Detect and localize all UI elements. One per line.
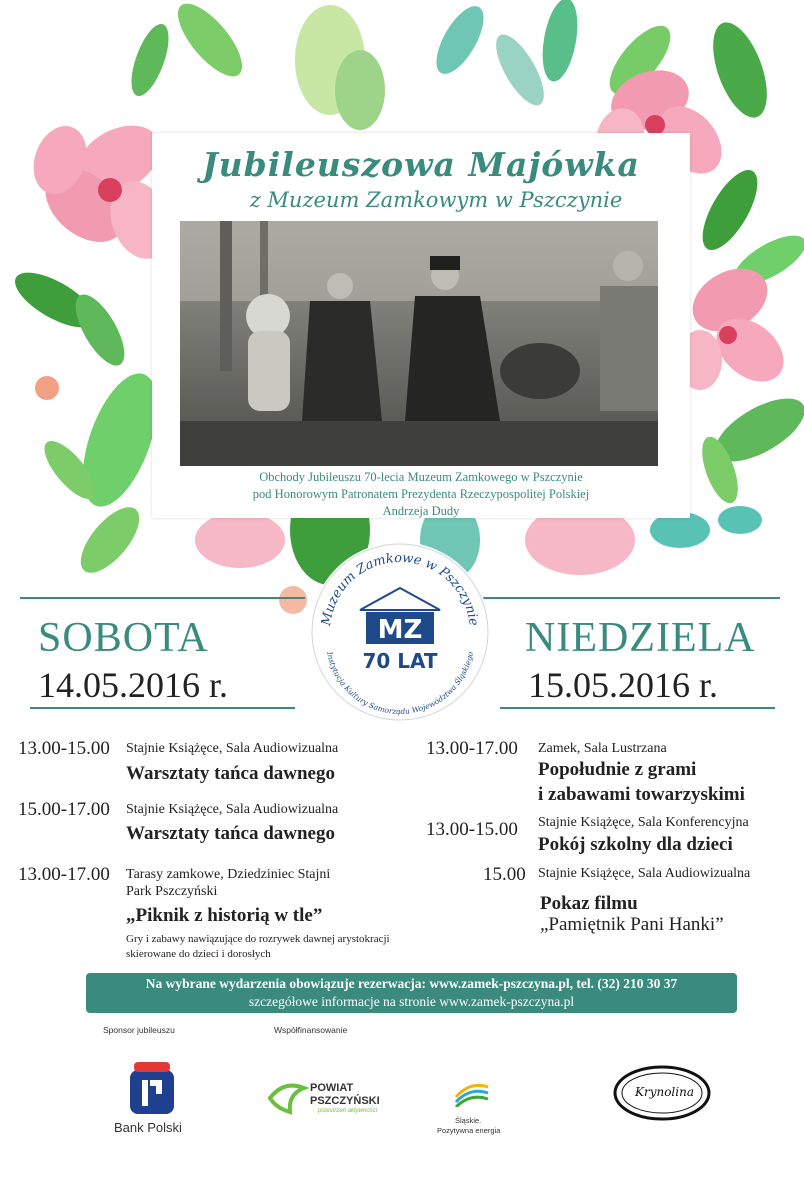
event-time: 15.00-17.00	[18, 799, 110, 820]
event-title: „Piknik z historią w tle”	[126, 905, 323, 926]
info-line: Na wybrane wydarzenia obowiązuje rezerwacja: www.zamek-pszczyna.pl, tel. (32) 210 30 37	[145, 976, 678, 991]
event-time: 13.00-17.00	[18, 864, 110, 885]
pko-label: Bank Polski	[114, 1120, 182, 1135]
title-card	[152, 133, 690, 518]
event-note: Gry i zabawy nawiązujące do rozrywek dawnej arystokracji	[126, 933, 390, 945]
caption-line: pod Honorowym Patronatem Prezydenta Rzeczypospolitej Polskiej	[252, 487, 590, 501]
sponsor-label: Sponsor jubileuszu	[103, 1025, 175, 1035]
event-venue: Stajnie Książęce, Sala Konferencyjna	[538, 815, 749, 830]
event-title: Warsztaty tańca dawnego	[126, 823, 335, 844]
event-venue: Stajnie Książęce, Sala Audiowizualna	[126, 802, 339, 817]
event-title: i zabawami towarzyskimi	[538, 784, 745, 805]
event-venue: Park Pszczyński	[126, 884, 218, 899]
powiat-tagline: przestrzeń aktywności	[318, 1108, 378, 1114]
event-time: 13.00-17.00	[426, 738, 518, 759]
page-subtitle: z Muzeum Zamkowym w Pszczynie	[249, 188, 623, 212]
event-time: 13.00-15.00	[426, 819, 518, 840]
event-subtitle: „Pamiętnik Pani Hanki”	[540, 914, 724, 935]
slaskie-line1: Śląskie.	[455, 1116, 482, 1125]
saturday-title: SOBOTA	[38, 615, 209, 661]
event-title: Warsztaty tańca dawnego	[126, 763, 335, 784]
pko-logo-icon	[130, 1062, 174, 1114]
powiat-line2: PSZCZYŃSKI	[310, 1095, 380, 1107]
page-title: Jubileuszowa Majówka	[202, 145, 640, 184]
caption-line: Obchody Jubileuszu 70-lecia Muzeum Zamkowego w Pszczynie	[259, 470, 583, 484]
saturday-date: 14.05.2016 r.	[38, 665, 229, 705]
event-venue: Stajnie Książęce, Sala Audiowizualna	[126, 741, 339, 756]
event-venue: Stajnie Książęce, Sala Audiowizualna	[538, 866, 751, 881]
event-title: Popołudnie z grami	[538, 759, 697, 780]
badge-years: 70 LAT	[362, 649, 438, 673]
cofinance-label: Współfinansowanie	[274, 1025, 348, 1035]
event-time: 13.00-15.00	[18, 738, 110, 759]
event-venue: Zamek, Sala Lustrzana	[538, 741, 667, 756]
event-title: Pokaz filmu	[540, 893, 638, 914]
event-time: 15.00	[483, 864, 526, 885]
flower-icon	[678, 256, 796, 395]
powiat-line1: POWIAT	[310, 1082, 354, 1094]
krynolina-label: Krynolina	[635, 1085, 694, 1099]
badge-bottom-text: Instytucja Kultury Samorządu Województwa Śląskiego	[325, 650, 475, 717]
slaskie-line2: Pozytywna energia	[437, 1126, 501, 1135]
sunday-date: 15.05.2016 r.	[528, 665, 719, 705]
sunday-title: NIEDZIELA	[525, 615, 756, 661]
event-note: skierowane do dzieci i dorosłych	[126, 948, 271, 960]
badge-mark: MZ	[377, 615, 423, 645]
historic-photo	[180, 221, 658, 466]
powiat-logo-icon	[266, 1078, 310, 1116]
badge-top-text: Muzeum Zamkowe w Pszczynie	[319, 550, 481, 627]
event-venue: Tarasy zamkowe, Dziedziniec Stajni	[126, 867, 331, 882]
reservation-info	[86, 973, 737, 1013]
info-line: szczegółowe informacje na stronie www.zamek-pszczyna.pl	[248, 994, 575, 1009]
patronage-caption	[152, 469, 690, 520]
museum-badge	[308, 540, 492, 724]
photo-image	[180, 221, 658, 466]
slaskie-logo-icon	[452, 1077, 492, 1107]
caption-line: Andrzeja Dudy	[382, 504, 460, 518]
event-title: Pokój szkolny dla dzieci	[538, 834, 733, 855]
